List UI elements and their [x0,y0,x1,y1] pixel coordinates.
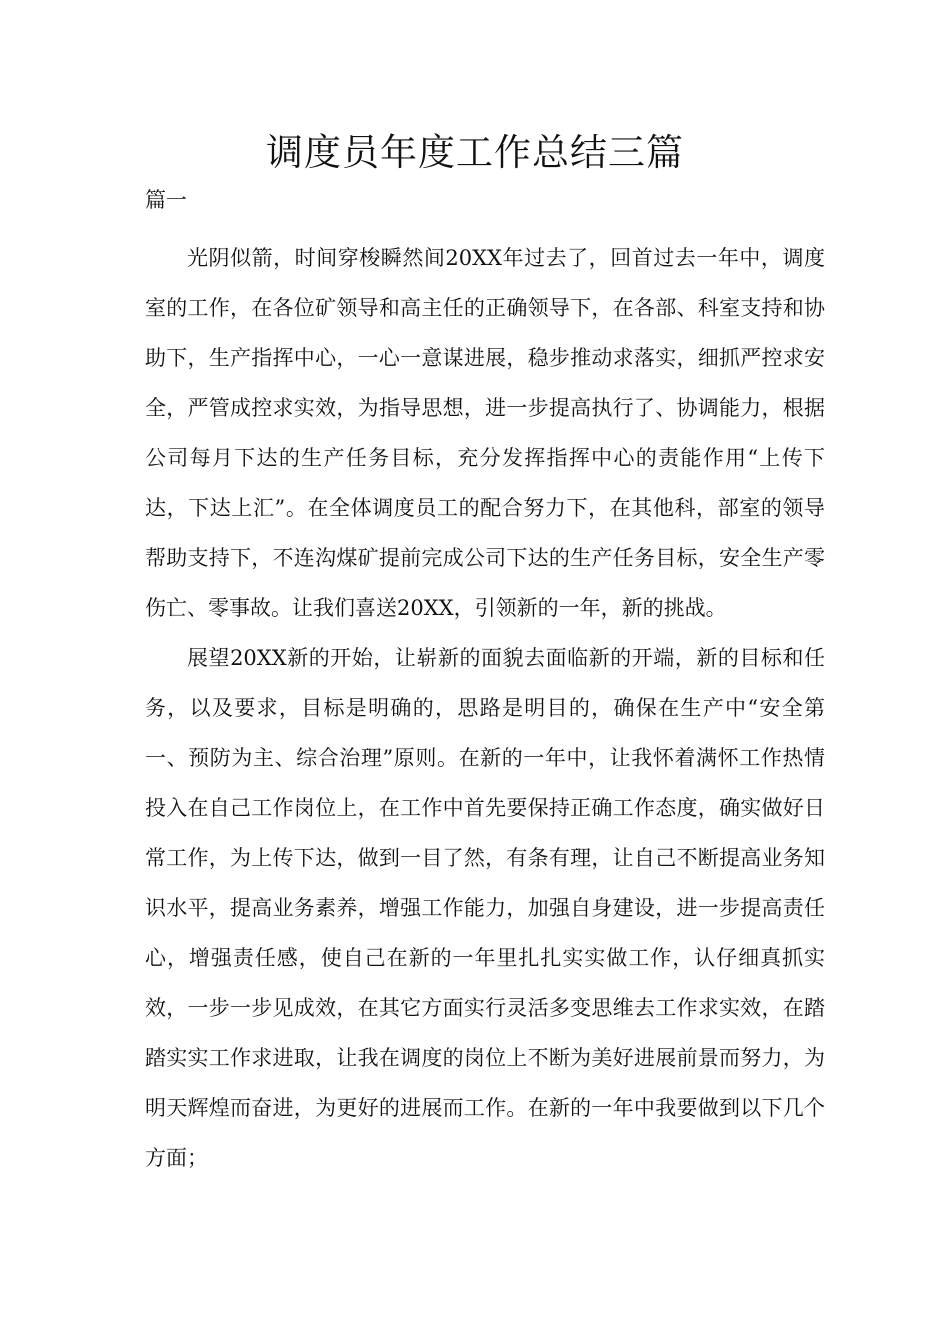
document-body [145,233,825,1183]
paragraph-2: 展望20XX新的开始，让崭新的面貌去面临新的开端，新的目标和任务，以及要求，目标是明确的，思路是明目的，确保在生产中“安全第一、预防为主、综合治理”原则。在新的一年中，让我怀着满怀工作热情投入在自己工作岗位上，在工作中首先要保持正确工作态度，确实做好日常工作，为上传下达，做到一目了然，有条有理，让自己不断提高业务知识水平，提高业务素养，增强工作能力，加强自身建设，进一步提高责任心，增强责任感，使自己在新的一年里扎扎实实做工作，认仔细真抓实效，一步一步见成效，在其它方面实行灵活多变思维去工作求实效，在踏踏实实工作求进取，让我在调度的岗位上不断为美好进展前景而努力，为明天辉煌而奋进，为更好的进展而工作。在新的一年中我要做到以下几个方面； [145,646,825,1170]
document-title: 调度员年度工作总结三篇 [266,131,684,174]
paragraph-1: 光阴似箭，时间穿梭瞬然间20XX年过去了，回首过去一年中，调度室的工作，在各位矿领导和高主任的正确领导下，在各部、科室支持和协助下，生产指挥中心，一心一意谋进展，稳步推动求落实，细抓严控求安全，严管成控求实效，为指导思想，进一步提高执行了、协调能力，根据公司每月下达的生产任务目标，充分发挥指挥中心的责能作用“上传下达，下达上汇”。在全体调度员工的配合努力下，在其他科，部室的领导帮助支持下，不连沟煤矿提前完成公司下达的生产任务目标，安全生产零伤亡、零事故。让我们喜送20XX，引领新的一年，新的挑战。 [145,246,825,620]
section-label: 篇一 [145,188,187,212]
